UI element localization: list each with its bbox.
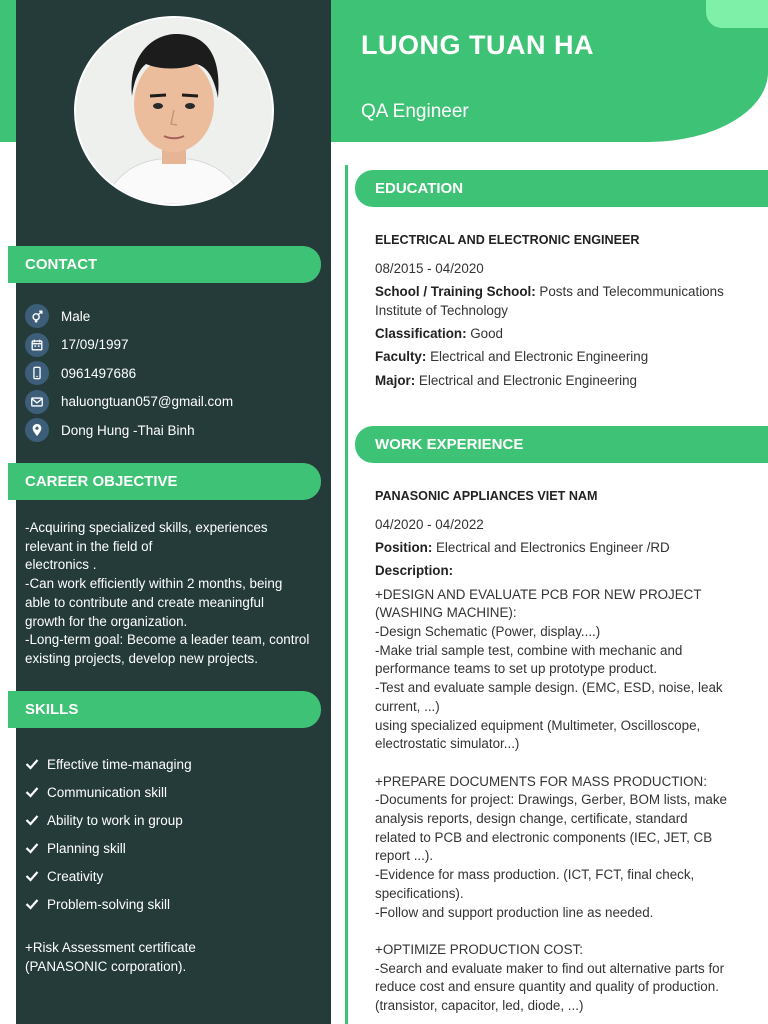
contact-email: haluongtuan057@gmail.com bbox=[61, 394, 234, 410]
check-icon bbox=[25, 842, 39, 854]
skill-item bbox=[25, 834, 325, 862]
major-value: Electrical and Electronic Engineering bbox=[415, 372, 637, 388]
work-description: +DESIGN AND EVALUATE PCB FOR NEW PROJECT (WASHING MACHINE): -Design Schematic (Power, display....) -Make trial sample test, combine with mechanic and performance teams to set up prototype product. -Test and evaluate sample design. (EMC, ESD, noise, leak current, ...) using specialized equipment (Multimeter, Oscilloscope, electrostatic simulator...) +PREPARE DOCUMENTS FOR MASS PRODUCTION: -Documents for project: Drawings, Gerber, BOM lists, make analysis reports, design change, certificate, standard related to PCB and electronic components (IEC, JET, CB report ...). -Evidence for mass production. (ICT, FCT, final check, specifications). -Follow and support production line as needed. +OPTIMIZE PRODUCTION COST: -Search and evaluate maker to find out alternative parts for reduce cost and ensure quantity and quality of production. (transistor, capacitor, led, diode, ...) bbox=[375, 586, 727, 1014]
contact-address: Dong Hung -Thai Binh bbox=[61, 422, 195, 438]
certificate-text: +Risk Assessment certificate (PANASONIC corporation). bbox=[25, 940, 196, 974]
check-icon bbox=[25, 758, 39, 770]
education-major bbox=[375, 372, 747, 391]
job-title: QA Engineer bbox=[361, 101, 469, 122]
profile-photo-illustration bbox=[76, 18, 272, 204]
education-classification bbox=[375, 325, 747, 344]
education-faculty bbox=[375, 348, 747, 367]
education-degree: ELECTRICAL AND ELECTRONIC ENGINEER bbox=[375, 233, 640, 247]
work-period: 04/2020 - 04/2022 bbox=[375, 517, 484, 532]
skill-label: Communication skill bbox=[47, 784, 168, 800]
work-description-label bbox=[375, 562, 747, 581]
calendar-icon bbox=[25, 333, 49, 357]
education-heading: EDUCATION bbox=[355, 170, 768, 207]
skill-item bbox=[25, 806, 325, 834]
skill-item bbox=[25, 778, 325, 806]
education-period: 08/2015 - 04/2020 bbox=[375, 261, 484, 276]
contact-item-phone bbox=[25, 359, 325, 388]
contact-item-address bbox=[25, 416, 325, 445]
contact-birthday: 17/09/1997 bbox=[61, 337, 129, 353]
timeline-rail bbox=[345, 165, 348, 1024]
skills-list bbox=[25, 750, 325, 918]
check-icon bbox=[25, 870, 39, 882]
skill-item bbox=[25, 862, 325, 890]
work-block bbox=[375, 488, 747, 1016]
header-band-left bbox=[0, 0, 16, 142]
faculty-value: Electrical and Electronic Engineering bbox=[426, 349, 649, 365]
contact-phone: 0961497686 bbox=[61, 365, 137, 381]
position-value: Electrical and Electronics Engineer /RD bbox=[432, 540, 670, 556]
check-icon bbox=[25, 786, 39, 798]
classification-value: Good bbox=[466, 326, 504, 342]
contact-gender: Male bbox=[61, 308, 91, 324]
email-icon bbox=[25, 390, 49, 414]
education-school bbox=[375, 283, 747, 320]
description-label: Description: bbox=[375, 563, 454, 579]
gender-icon bbox=[25, 304, 49, 328]
skill-label: Creativity bbox=[47, 868, 104, 884]
work-company: PANASONIC APPLIANCES VIET NAM bbox=[375, 489, 598, 503]
phone-icon bbox=[25, 361, 49, 385]
check-icon bbox=[25, 814, 39, 826]
career-objective-heading: CAREER OBJECTIVE bbox=[8, 463, 321, 500]
work-position bbox=[375, 539, 747, 558]
work-experience-heading: WORK EXPERIENCE bbox=[355, 426, 768, 463]
profile-photo bbox=[74, 16, 274, 206]
contact-item-birthday bbox=[25, 331, 325, 360]
school-value: Posts and Telecommunications Institute of Technology bbox=[375, 284, 724, 318]
skill-label: Planning skill bbox=[47, 840, 126, 856]
skill-label: Problem-solving skill bbox=[47, 896, 171, 912]
career-objective-text: -Acquiring specialized skills, experiences relevant in the field of electronics . -Can work efficiently within 2 months, being able to contribute and create meaningful growth for the organization. -Long-term goal: Become a leader team, control existing projects, develop new projects. bbox=[25, 520, 310, 666]
skill-label: Ability to work in group bbox=[47, 812, 183, 828]
candidate-name: LUONG TUAN HA bbox=[361, 30, 594, 60]
faculty-label: Faculty: bbox=[375, 349, 427, 365]
corner-decoration bbox=[706, 0, 768, 28]
skills-heading: SKILLS bbox=[8, 691, 321, 728]
contact-item-gender bbox=[25, 302, 325, 331]
contact-heading: CONTACT bbox=[8, 246, 321, 283]
classification-label: Classification: bbox=[375, 326, 467, 342]
position-label: Position: bbox=[375, 540, 433, 556]
skill-item bbox=[25, 890, 325, 918]
check-icon bbox=[25, 898, 39, 910]
major-label: Major: bbox=[375, 372, 416, 388]
contact-item-email bbox=[25, 388, 325, 417]
contact-list bbox=[25, 302, 325, 445]
education-block bbox=[375, 232, 747, 395]
school-label: School / Training School: bbox=[375, 284, 536, 300]
location-icon bbox=[25, 418, 49, 442]
skill-item bbox=[25, 750, 325, 778]
skill-label: Effective time-managing bbox=[47, 756, 192, 772]
